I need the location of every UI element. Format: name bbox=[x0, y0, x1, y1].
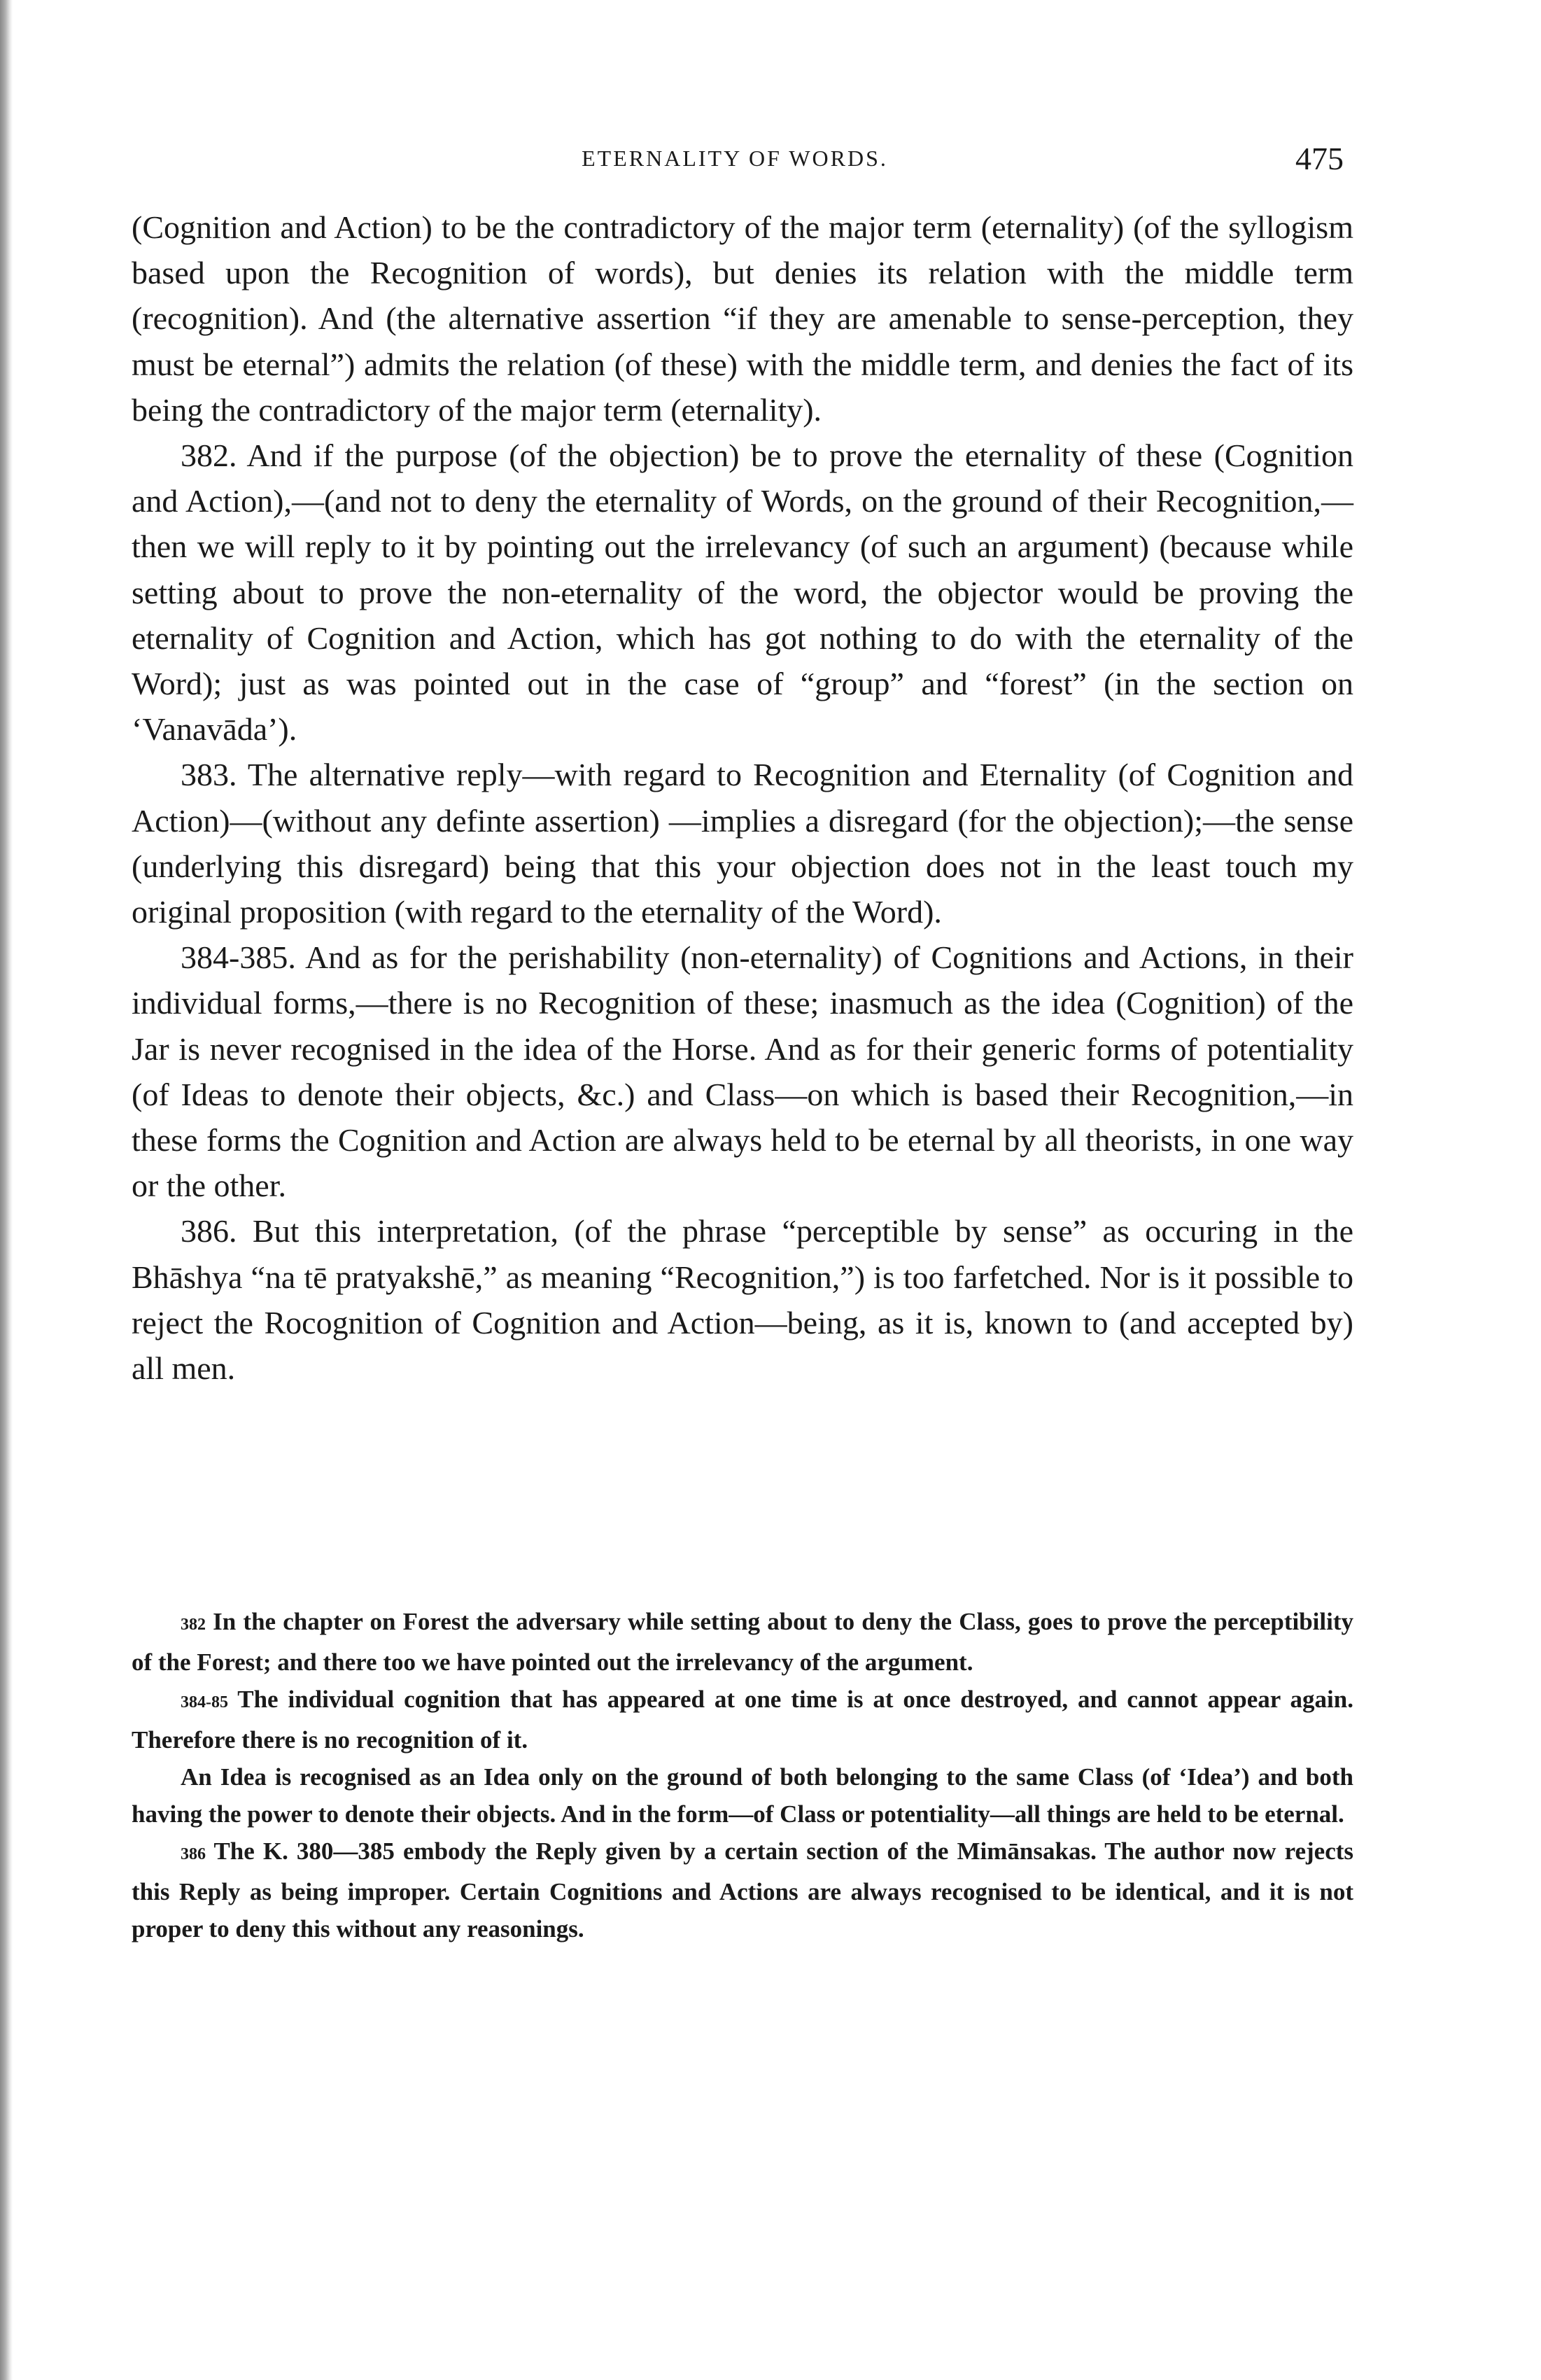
paragraph-continued: (Cognition and Action) to be the contradictory of the major term (eternality) (of the syllogism based upon the Recognition of words), but denies its relation with the middle term (recognition). And (the alternative assertion “if they are amenable to sense-perception, they must be eternal”) admits the relation (of these) with the middle term, and denies the fact of its being the contradictory of the major term (eternality). bbox=[132, 209, 1353, 428]
footnote-384-85 bbox=[132, 1681, 1353, 1758]
paragraph-383: 383. The alternative reply—with regard to Recognition and Eternality (of Cognition and Action)—(without any definte assertion) —implies a disregard (for the objection);—the sense (underlying this disregard) being that this your objection does not in the least touch my original proposition (with regard to the eternality of the Word). bbox=[132, 757, 1353, 930]
main-text bbox=[132, 204, 1353, 1391]
footnote-386 bbox=[132, 1833, 1353, 1947]
footnote-386-ref: 386 bbox=[181, 1845, 206, 1863]
footnote-382 bbox=[132, 1603, 1353, 1681]
footnote-384-85-text: The individual cognition that has appeared at one time is at once destroyed, and cannot appear again. Therefore there is no recognition of it. bbox=[132, 1686, 1353, 1754]
running-head bbox=[126, 140, 1344, 182]
page-binding-edge bbox=[0, 0, 13, 2380]
footnote-386-text: The K. 380—385 embody the Reply given by a certain section of the Mimānsakas. The author now rejects this Reply as being improper. Certain Cognitions and Actions are always recognised to be identical, and it is not proper to deny this without any reasonings. bbox=[132, 1837, 1354, 1942]
page-number: 475 bbox=[1295, 141, 1344, 176]
footnote-384-85-ref: 384-85 bbox=[181, 1693, 228, 1712]
paragraph-384-385: 384-385. And as for the perishability (non-eternality) of Cognitions and Actions, in their individual forms,—there is no Recognition of these; inasmuch as the idea (Cognition) of the Jar is never recognised in the idea of the Horse. And as for their generic forms of potentiality (of Ideas to denote their objects, &c.) and Class—on which is based their Recognition,—in these forms the Cognition and Action are always held to be eternal by all theorists, in one way or the other. bbox=[132, 939, 1353, 1204]
footnote-382-text: In the chapter on Forest the adversary while setting about to deny the Class, goes to prove the perceptibility of the Forest; and there too we have pointed out the irrelevancy of the argument. bbox=[132, 1608, 1353, 1676]
footnotes bbox=[132, 1603, 1353, 1947]
footnote-384-85-continued: An Idea is recognised as an Idea only on the ground of both belonging to the same Class (of ‘Idea’) and both having the power to denote their objects. And in the form—of Class or potentiality—all things are held to be eternal. bbox=[132, 1763, 1353, 1828]
paragraph-386: 386. But this interpretation, (of the phrase “perceptible by sense” as occuring in the Bhāshya “na tē pratyakshē,” as meaning “Recognition,”) is too farfetched. Nor is it possible to reject the Rocognition of Cognition and Action—being, as it is, known to (and accepted by) all men. bbox=[132, 1213, 1353, 1387]
running-head-title: ETERNALITY OF WORDS. bbox=[582, 146, 888, 171]
footnote-382-ref: 382 bbox=[181, 1616, 206, 1634]
paragraph-382: 382. And if the purpose (of the objection) be to prove the eternality of these (Cognition and Action),—(and not to deny the eternality of Words, on the ground of their Recognition,—then we will reply to it by pointing out the irrelevancy (of such an argument) (because while setting about to prove the non-eternality of the word, the objector would be proving the eternality of Cognition and Action, which has got nothing to do with the eternality of the Word); just as was pointed out in the case of “group” and “forest” (in the section on ‘Vanavāda’). bbox=[132, 438, 1353, 748]
